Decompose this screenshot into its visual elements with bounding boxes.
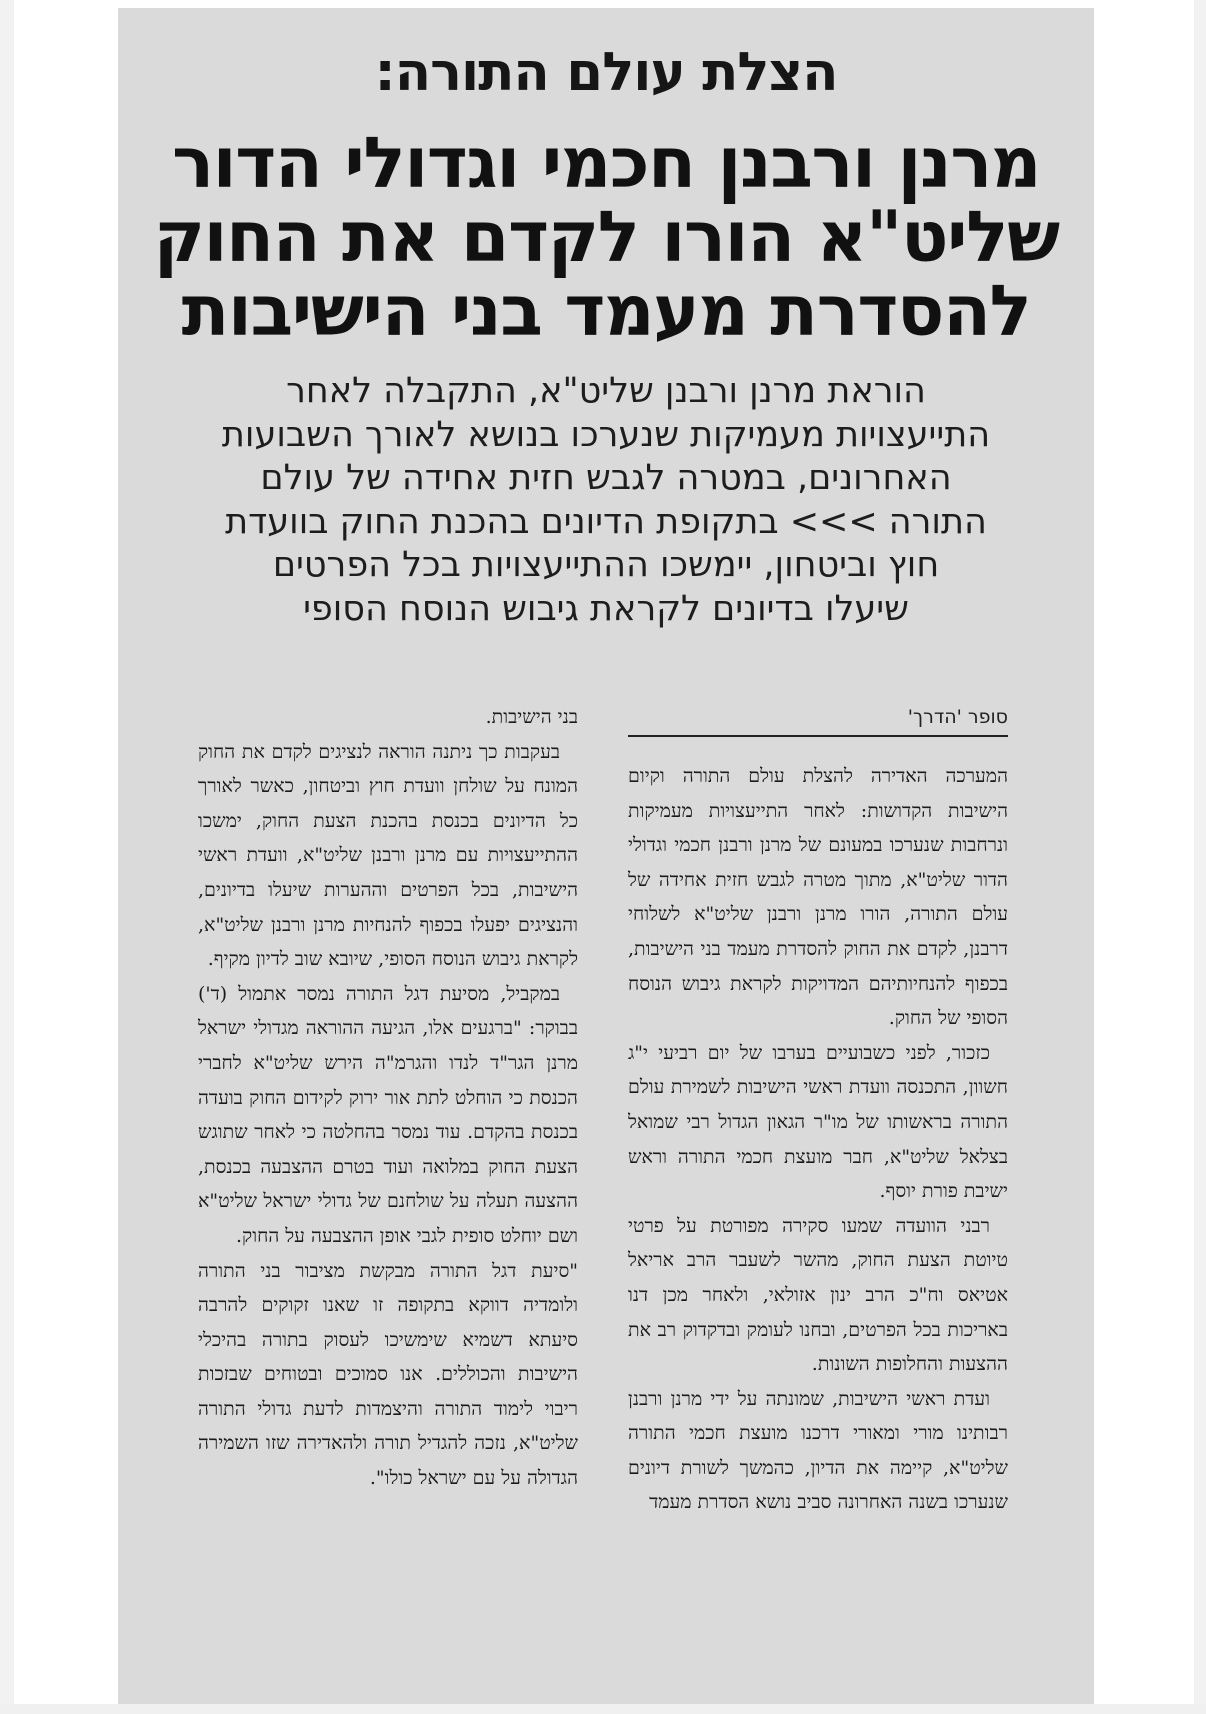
subhead-line: חוץ וביטחון, יימשכו ההתייעצויות בכל הפרטים — [272, 545, 940, 585]
body-column-left — [198, 700, 578, 1690]
body-paragraph: בני הישיבות. — [485, 706, 578, 728]
right-margin — [1194, 0, 1206, 1714]
body-paragraph: רבני הוועדה שמעו סקירה מפורטת על פרטי טיוטת הצעת החוק, מהשר לשעבר הרב אריאל אטיאס וח"כ הרב ינון אזולאי, ולאחר מכן דנו באריכות בכל הפרטים, ובחנו לעומק ובדקדוק רב את ההצעות והחלופות השונות. — [628, 1214, 1008, 1376]
body-paragraph: המערכה האדירה להצלת עולם התורה וקיום הישיבות הקדושות: לאחר התייעצויות מעמיקות ונרחבות שנערכו במעונם של מרנן ורבנן חכמי וגדולי הדור שליט"א, מתוך מטרה לגבש חזית אחידה של עולם התורה, הורו מרנן ורבנן שליט"א לשלוחי דרבנן, לקדם את החוק להסדרת מעמד בני הישיבות, בכפוף להנחיותיהם המדויקות לקראת גיבוש הנוסח הסופי של החוק. — [628, 765, 1008, 1030]
article-body — [198, 700, 1008, 1690]
body-paragraph: בעקבות כך ניתנה הוראה לנציגים לקדם את החוק המונח על שולחן וועדת חוץ וביטחון, כאשר לאורך כל הדיונים בכנסת בהכנת הצעת החוק, ימשכו ההתייעצויות עם מרנן ורבנן שליט"א, וועדת ראשי הישיבות, בכל הפרטים וההערות שיעלו בדיונים, והנציגים יפעלו בכפוף להנחיות מרנן ורבנן שליט"א, לקראת גיבוש הנוסח הסופי, שיובא שוב לדיון מקיף. — [198, 740, 578, 971]
subhead-line: הוראת מרנן ורבנן שליט"א, התקבלה לאחר — [286, 371, 926, 411]
left-margin — [0, 0, 14, 1714]
newspaper-article — [118, 8, 1094, 1714]
body-paragraph: ועדת ראשי הישיבות, שמונתה על ידי מרנן ורבנן רבותינו מורי ומאורי דרכנו מועצת חכמי התורה שליט"א, קיימה את הדיון, כהמשך לשורת דיונים שנערכו בשנה האחרונה סביב נושא הסדרת מעמד — [628, 1387, 1008, 1514]
article-kicker: הצלת עולם התורה: — [374, 42, 838, 103]
body-paragraph: כזכור, לפני כשבועיים בערבו של יום רביעי י"ג חשוון, התכנסה וועדת ראשי הישיבות לשמירת עולם התורה בראשותו של מו"ר הגאון הגדול רבי שמואל בצלאל שליט"א, חבר מועצת חכמי התורה וראש ישיבת פורת יוסף. — [628, 1041, 1008, 1203]
body-column-right — [628, 700, 1008, 1690]
subhead-line: התורה >>> בתקופת הדיונים בהכנת החוק בוועדת — [225, 501, 987, 542]
subhead-line: התייעצויות מעמיקות שנערכו בנושא לאורך השבועות — [221, 414, 991, 455]
byline: סופר 'הדרך' — [907, 706, 1008, 728]
body-paragraph: במקביל, מסיעת דגל התורה נמסר אתמול (ד') בבוקר: "ברגעים אלו, הגיעה ההוראה מגדולי ישראל מרנן הגר"ד לנדו והגרמ"ה הירש שליט"א לחברי הכנסת כי הוחלט לתת אור ירוק לקידום החוק בועדה בכנסת בהקדם. עוד נמסר בהחלטה כי לאחר שתוגש הצעת החוק במלואה ועוד בטרם ההצבעה בכנסת, ההצעה תעלה על שולחנם של גדולי ישראל שליט"א ושם יוחלט סופית לגבי אופן ההצבעה על החוק. — [198, 982, 578, 1247]
headline-line: מרנן ורבנן חכמי וגדולי הדור — [172, 122, 1040, 204]
headline-line: שליט"א הורו לקדם את החוק — [153, 196, 1059, 278]
subhead-line: שיעלו בדיונים לקראת גיבוש הנוסח הסופי — [303, 588, 909, 629]
article-subhead — [158, 370, 1054, 631]
bottom-margin — [0, 1704, 1206, 1714]
headline-line: להסדרת מעמד בני הישיבות — [181, 270, 1031, 352]
subhead-line: האחרונים, במטרה לגבש חזית אחידה של עולם — [260, 458, 952, 498]
byline-rule — [628, 700, 1008, 737]
body-paragraph: "סיעת דגל התורה מבקשת מציבור בני התורה ולומדיה דווקא בתקופה זו שאנו זקוקים להרבה סיעתא דשמיא שימשיכו לעסוק בתורה בהיכלי הישיבות והכוללים. אנו סמוכים ובטוחים שבזכות ריבוי לימוד התורה והיצמדות לדעת גדולי התורה שליט"א, נזכה להגדיל תורה ולהאדירה שזו השמירה הגדולה על עם ישראל כולו". — [198, 1259, 578, 1490]
article-headline — [148, 122, 1064, 352]
